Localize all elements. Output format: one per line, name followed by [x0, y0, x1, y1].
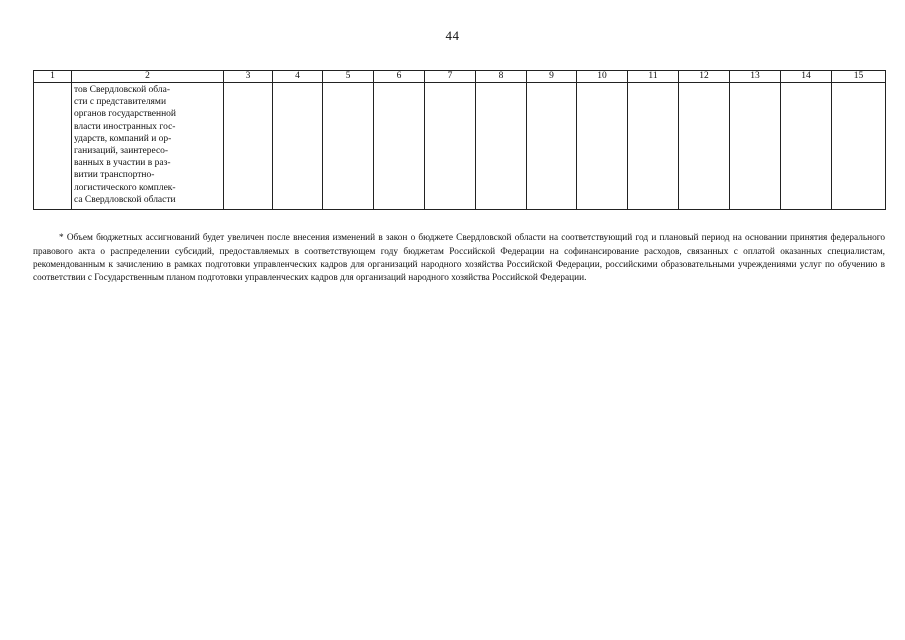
- column-header-5: 5: [323, 71, 374, 83]
- column-header-8: 8: [476, 71, 527, 83]
- table-cell-col13: [730, 83, 781, 210]
- column-header-11: 11: [628, 71, 679, 83]
- budget-table: [33, 70, 886, 210]
- table-cell-col12: [679, 83, 730, 210]
- column-header-12: 12: [679, 71, 730, 83]
- column-header-7: 7: [425, 71, 476, 83]
- table-cell-col10: [577, 83, 628, 210]
- column-header-3: 3: [224, 71, 273, 83]
- table-cell-col3: [224, 83, 273, 210]
- column-header-13: 13: [730, 71, 781, 83]
- table-cell-col7: [425, 83, 476, 210]
- table-cell-col15: [832, 83, 886, 210]
- table-cell-col2: [72, 83, 224, 210]
- table-cell-col6: [374, 83, 425, 210]
- column-header-9: 9: [527, 71, 577, 83]
- column-header-4: 4: [273, 71, 323, 83]
- table-cell-col14: [781, 83, 832, 210]
- footnote: * Объем бюджетных ассигнований будет увеличен после внесения изменений в закон о бюджете Свердловской области на соответствующий год и плановый период на основании принятия федерального правового акта о распределении субсидий, предоставляемых в соответствующем году бюджетам Российской Федерации на софинансирование расходов, связанных с оплатой оказанных специалистам, рекомендованным к зачислению в рамках подготовки управленческих кадров для организаций народного хозяйства Российской Федерации, российскими образовательными учреждениями услуг по обучению в соответствии с Государственным планом подготовки управленческих кадров для организаций народного хозяйства Российской Федерации.: [33, 233, 885, 284]
- table-cell-col1: [34, 83, 72, 210]
- column-header-10: 10: [577, 71, 628, 83]
- table-cell-col9: [527, 83, 577, 210]
- table-cell-col8: [476, 83, 527, 210]
- table-cell-col11: [628, 83, 679, 210]
- column-header-6: 6: [374, 71, 425, 83]
- column-header-2: 2: [72, 71, 224, 83]
- table-cell-col4: [273, 83, 323, 210]
- activity-description: тов Свердловской обла- сти с представителями органов государственной власти иностранных гос- ударств, компаний и ор- ганизаций, заинтересо- ванных в участии в раз- витии транспортно- логистического комплек- са Свердловской области: [74, 85, 177, 205]
- table-row: [34, 83, 886, 210]
- page-number: 44: [445, 28, 460, 43]
- column-header-14: 14: [781, 71, 832, 83]
- table-cell-col5: [323, 83, 374, 210]
- column-header-1: 1: [34, 71, 72, 83]
- column-number-row: [34, 71, 886, 83]
- column-header-15: 15: [832, 71, 886, 83]
